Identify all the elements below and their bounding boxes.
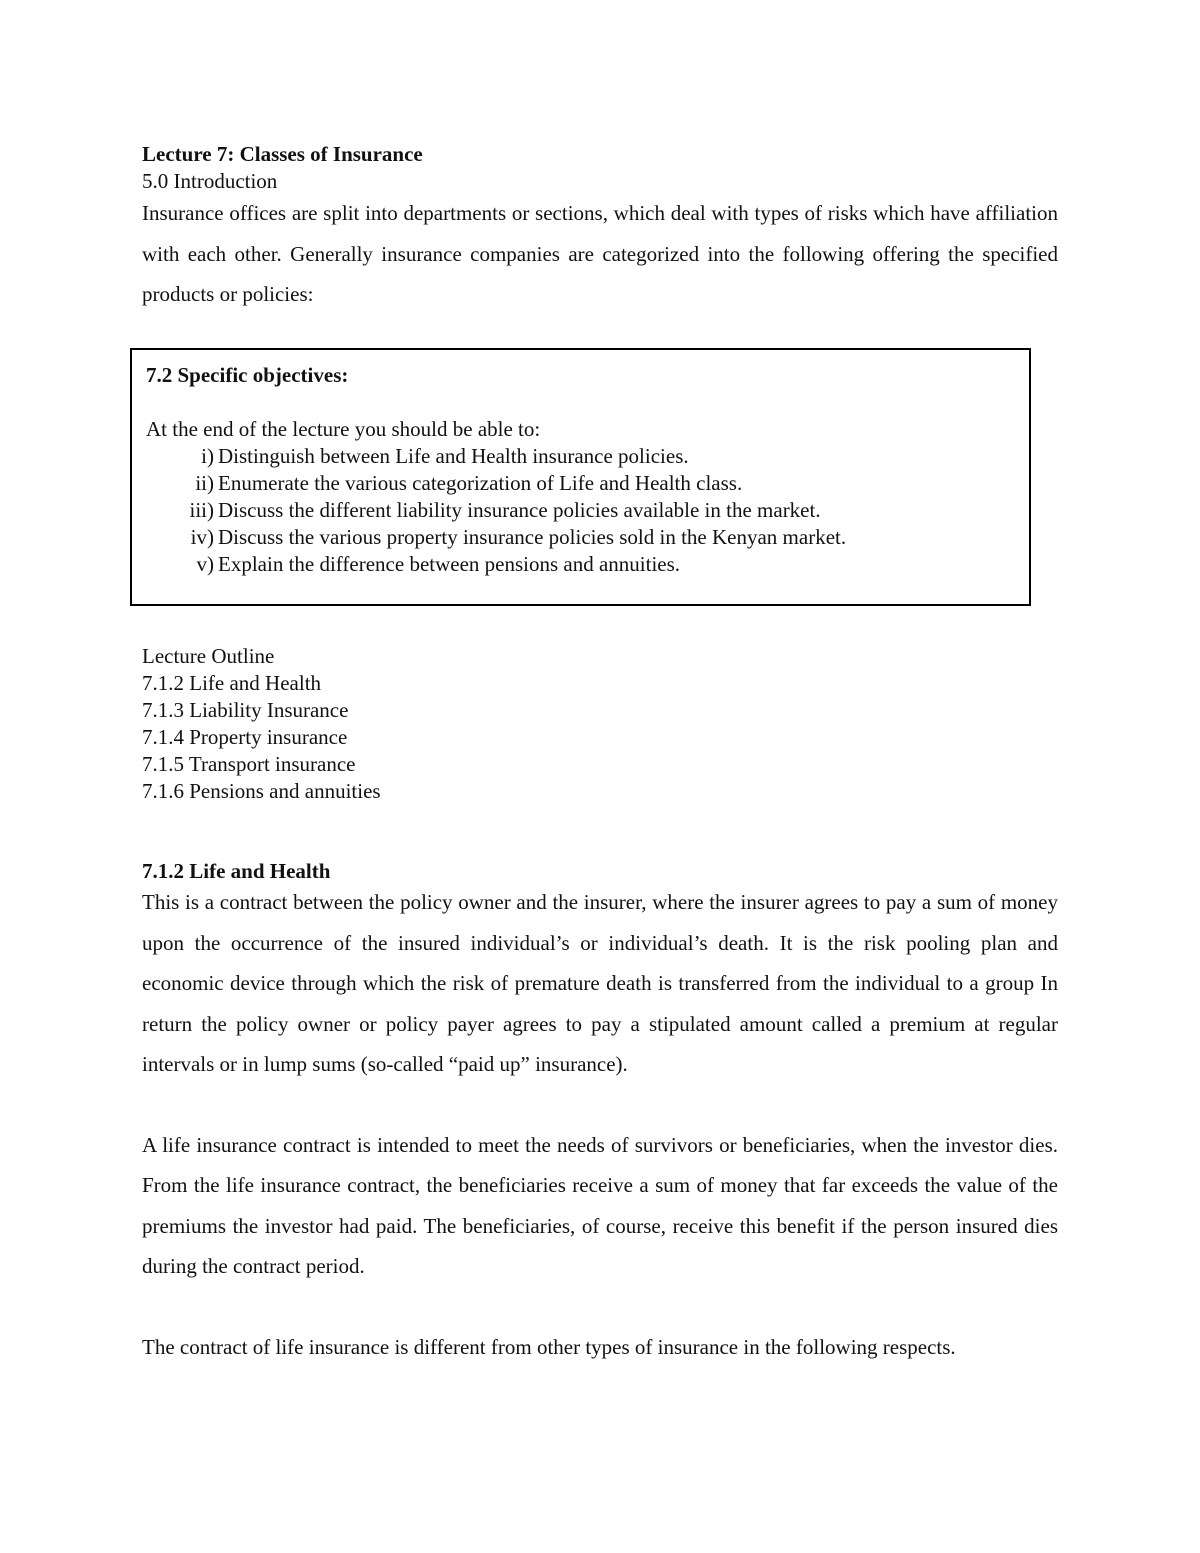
section-heading: 7.1.2 Life and Health	[142, 859, 331, 883]
objectives-box	[130, 348, 1031, 606]
objective-item: iii) Discuss the different liability insurance policies available in the market.	[189, 498, 821, 522]
objectives-list	[146, 443, 1016, 578]
objective-item: v) Explain the difference between pensions and annuities.	[196, 552, 681, 576]
section-paragraph-2: A life insurance contract is intended to meet the needs of survivors or beneficiaries, when the investor dies. From the life insurance contract, the beneficiaries receive a sum of money that far exceeds the value of the premiums the investor had paid. The beneficiaries, of course, receive this benefit if the person insured dies during the contract period.	[142, 1132, 1058, 1278]
objective-item: ii) Enumerate the various categorization of Life and Health class.	[195, 471, 743, 495]
intro-paragraph: Insurance offices are split into departments or sections, which deal with types of risks which have affiliation with each other. Generally insurance companies are categorized into the following offering the specified products or policies:	[142, 201, 1058, 306]
intro-heading: 5.0 Introduction	[142, 169, 278, 193]
life-health-section	[142, 858, 1058, 1367]
objective-item: i) Distinguish between Life and Health insurance policies.	[201, 444, 689, 468]
outline-item: 7.1.4 Property insurance	[142, 725, 348, 749]
objectives-lead: At the end of the lecture you should be able to:	[146, 417, 541, 441]
section-paragraph-3: The contract of life insurance is different from other types of insurance in the following respects.	[142, 1334, 956, 1359]
outline-heading: Lecture Outline	[142, 644, 275, 668]
section-paragraph-1: This is a contract between the policy owner and the insurer, where the insurer agrees to pay a sum of money upon the occurrence of the insured individual’s or individual’s death. It is the risk pooling plan and economic device through which the risk of premature death is transferred from the individual to a group In return the policy owner or policy payer agrees to pay a stipulated amount called a premium at regular intervals or in lump sums (so-called “paid up” insurance).	[142, 890, 1058, 1076]
intro-section	[142, 141, 1058, 315]
objective-item: iv) Discuss the various property insurance policies sold in the Kenyan market.	[190, 525, 847, 549]
outline-item: 7.1.6 Pensions and annuities	[142, 779, 381, 803]
outline-item: 7.1.3 Liability Insurance	[142, 698, 349, 722]
outline-item: 7.1.5 Transport insurance	[142, 752, 356, 776]
objectives-heading: 7.2 Specific objectives:	[146, 363, 349, 387]
outline-item: 7.1.2 Life and Health	[142, 671, 322, 695]
lecture-outline	[142, 643, 1058, 805]
lecture-title: Lecture 7: Classes of Insurance	[142, 142, 423, 166]
